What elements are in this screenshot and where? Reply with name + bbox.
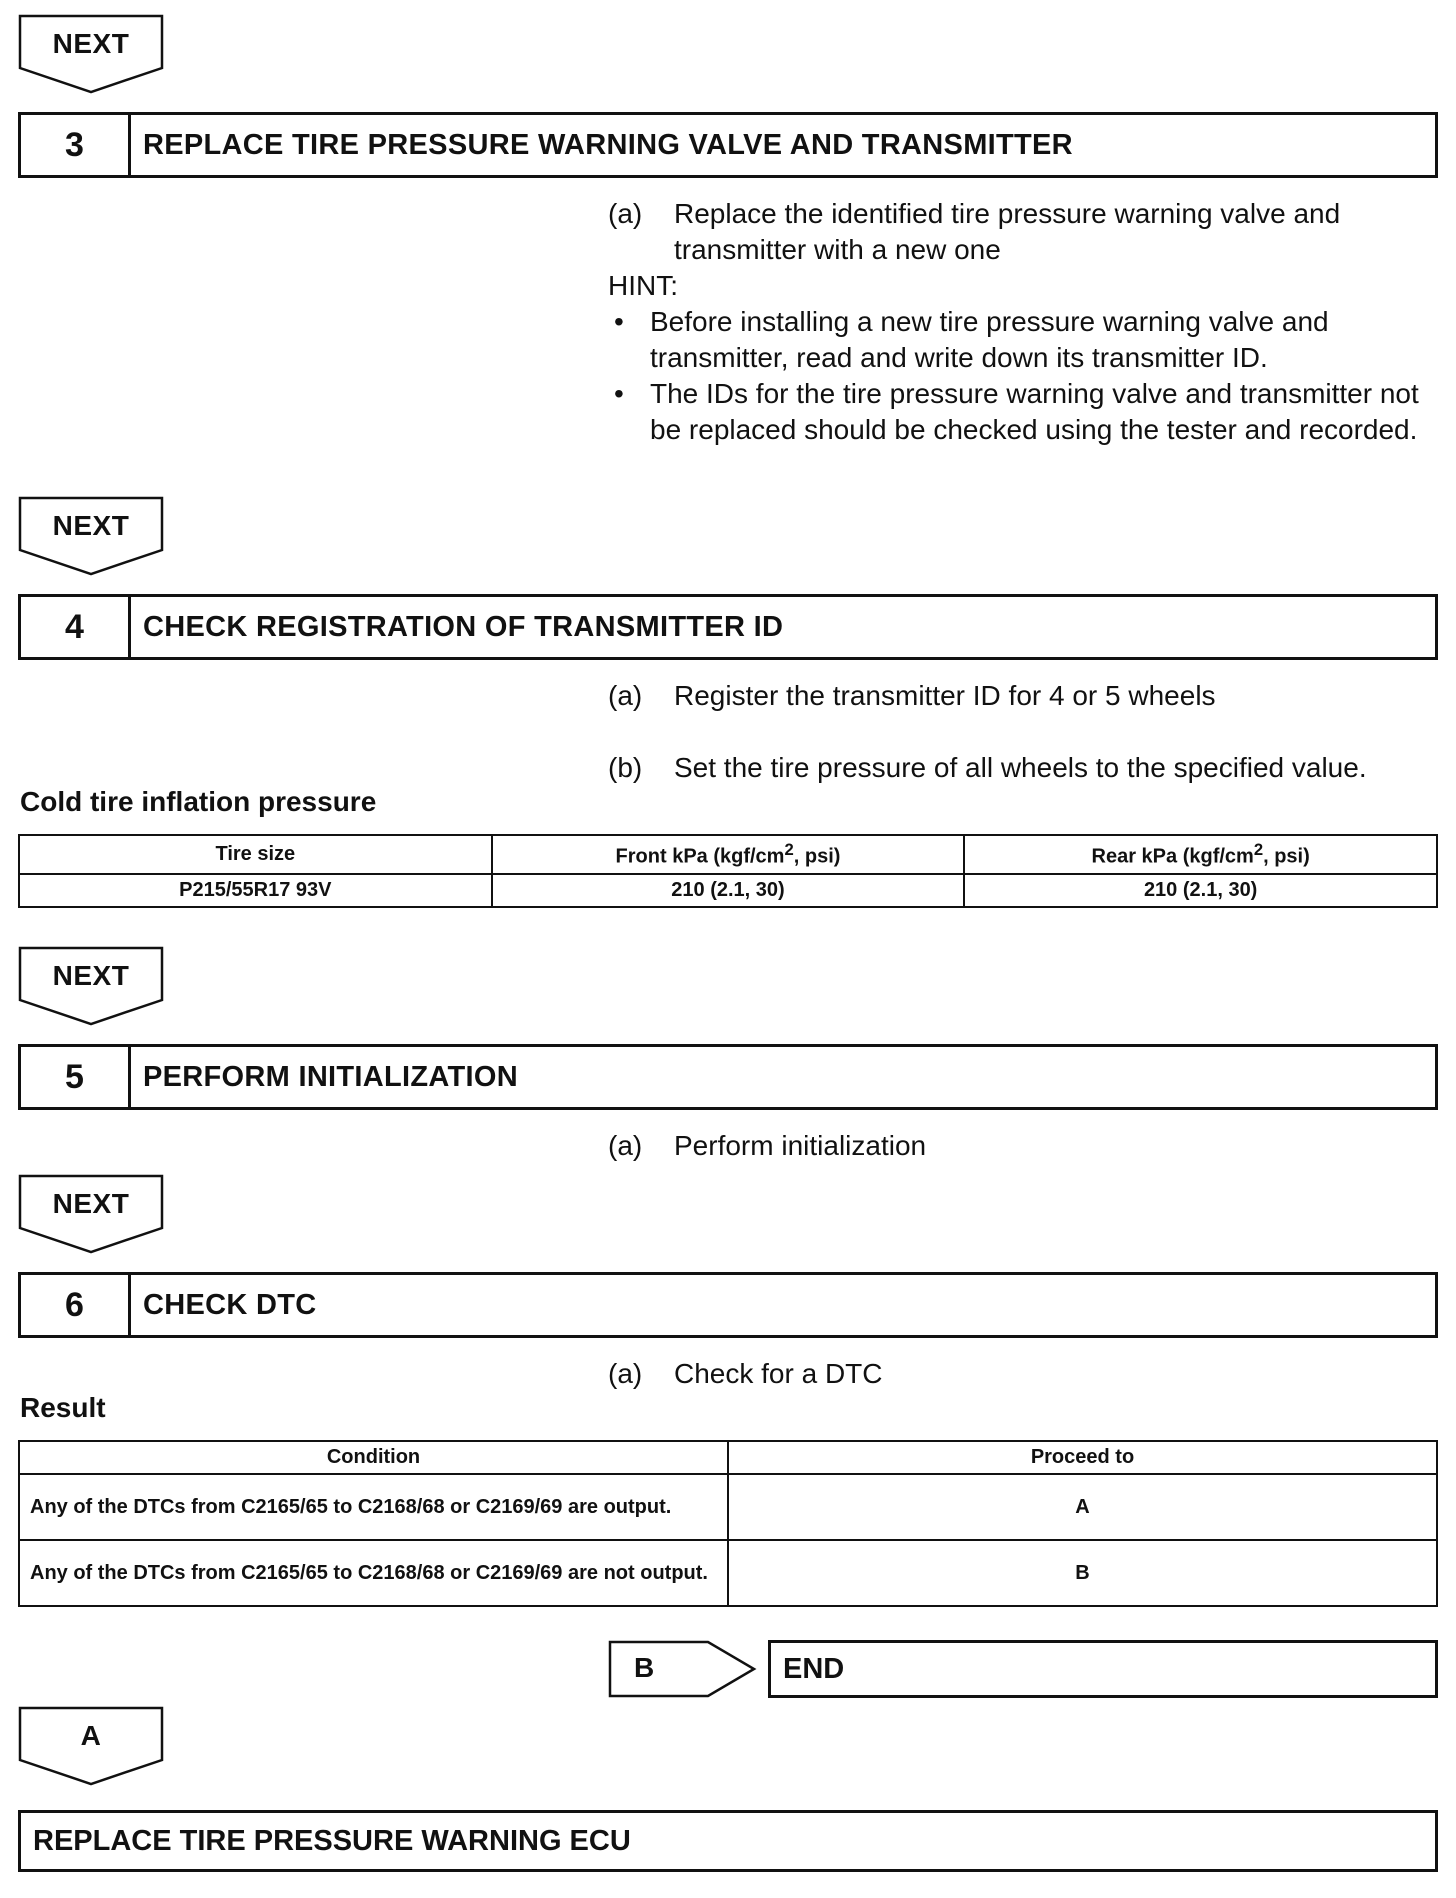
instruction-text: Perform initialization [674, 1130, 927, 1161]
next-label: NEXT [52, 960, 130, 991]
step-6-header [18, 1272, 1438, 1338]
next-label: NEXT [52, 1188, 130, 1219]
next-arrow-4 [18, 1174, 164, 1254]
table-cell: B [728, 1540, 1437, 1606]
step-title: PERFORM INITIALIZATION [143, 1060, 518, 1093]
step-6-instruction-a [608, 1356, 1438, 1392]
step-title: REPLACE TIRE PRESSURE WARNING VALVE AND TRANSMITTER [143, 128, 1073, 161]
table-row [19, 1540, 1437, 1606]
step-title: CHECK REGISTRATION OF TRANSMITTER ID [143, 610, 784, 643]
hint-text: The IDs for the tire pressure warning valve and transmitter not be replaced should be checked using the tester and recorded. [650, 378, 1419, 445]
step-3-header [18, 112, 1438, 178]
final-step-box: REPLACE TIRE PRESSURE WARNING ECU [18, 1810, 1438, 1872]
step-number: 6 [21, 1275, 131, 1335]
step-title: CHECK DTC [143, 1288, 317, 1321]
column-header: Front kPa ($kgf/cm^2$, psi) [492, 835, 965, 874]
next-arrow-1 [18, 14, 164, 94]
next-label: NEXT [52, 510, 130, 541]
hint-item-2 [608, 376, 1438, 448]
bullet-icon: • [614, 378, 624, 409]
hint-label: HINT: [608, 270, 678, 301]
table-cell: 210 (2.1, 30) [964, 874, 1437, 907]
instruction-marker: (a) [608, 680, 643, 711]
table-title: Result [20, 1392, 106, 1423]
instruction-text: Replace the identified tire pressure warning valve and transmitter with a new one [674, 198, 1341, 265]
table-header-row [19, 835, 1437, 874]
instruction-marker: (a) [608, 1358, 643, 1389]
instruction-marker: (a) [608, 1130, 643, 1161]
next-arrow-2 [18, 496, 164, 576]
right-arrow-shape [608, 1640, 758, 1698]
step-4-instruction-b [608, 750, 1438, 786]
column-header: Condition [19, 1441, 728, 1474]
step-3-instruction-a [608, 196, 1438, 268]
step-4-instruction-a [608, 678, 1438, 714]
end-box: END [768, 1640, 1438, 1698]
hint-item-1 [608, 304, 1438, 376]
branch-label: A [80, 1720, 102, 1751]
column-header: Proceed to [728, 1441, 1437, 1474]
step-5-header [18, 1044, 1438, 1110]
bullet-icon: • [614, 306, 624, 337]
instruction-text: Check for a DTC [674, 1358, 883, 1389]
instruction-marker: (b) [608, 752, 643, 783]
hint-heading [608, 268, 1438, 304]
step-number: 4 [21, 597, 131, 657]
instruction-marker: (a) [608, 198, 643, 229]
next-label: NEXT [52, 28, 130, 59]
table-cell: 210 (2.1, 30) [492, 874, 965, 907]
table-cell: Any of the DTCs from C2165/65 to C2168/68 or C2169/69 are not output. [19, 1540, 728, 1606]
table-row [19, 874, 1437, 907]
table-cell: Any of the DTCs from C2165/65 to C2168/68 or C2169/69 are output. [19, 1474, 728, 1540]
branch-a-arrow [18, 1706, 164, 1786]
result-table [18, 1440, 1438, 1607]
tire-pressure-table [18, 834, 1438, 908]
step-number: 5 [21, 1047, 131, 1107]
hint-text: Before installing a new tire pressure warning valve and transmitter, read and write down its transmitter ID. [650, 306, 1329, 373]
table-title: Cold tire inflation pressure [20, 786, 377, 817]
step-5-instruction-a [608, 1128, 1438, 1164]
column-header: Tire size [19, 835, 492, 874]
table-header-row [19, 1441, 1437, 1474]
table-cell: P215/55R17 93V [19, 874, 492, 907]
step-number: 3 [21, 115, 131, 175]
step-4-header [18, 594, 1438, 660]
table-row [19, 1474, 1437, 1540]
instruction-text: Register the transmitter ID for 4 or 5 wheels [674, 680, 1216, 711]
table-cell: A [728, 1474, 1437, 1540]
branch-label: B [634, 1652, 655, 1683]
instruction-text: Set the tire pressure of all wheels to the specified value. [674, 752, 1367, 783]
column-header: Rear kPa ($kgf/cm^2$, psi) [964, 835, 1437, 874]
branch-b-arrow [608, 1640, 758, 1698]
next-arrow-3 [18, 946, 164, 1026]
